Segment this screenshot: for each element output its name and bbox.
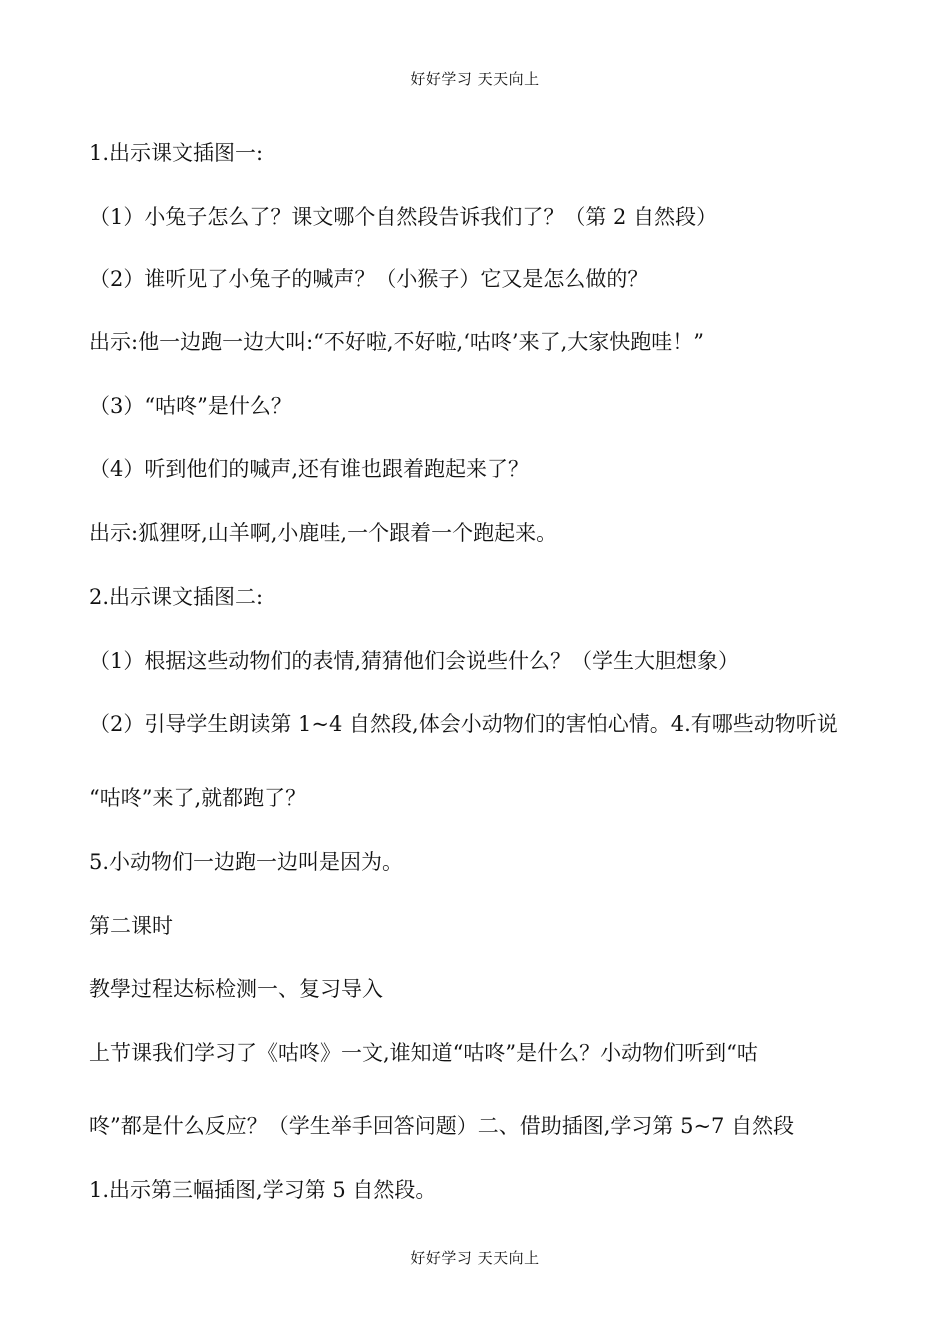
text-line: 教學过程达标检测一、复习导入 <box>89 977 383 1001</box>
text-line: 2.出示课文插图二: <box>89 585 264 609</box>
text-line: 上节课我们学习了《咕咚》一文,谁知道“咕咚”是什么？小动物们听到“咕 <box>89 1041 758 1065</box>
page-footer: 好好学习 天天向上 <box>410 1249 540 1267</box>
text-line: （2）谁听见了小兔子的喊声？（小猴子）它又是怎么做的？ <box>89 267 649 291</box>
text-line: 第二课时 <box>89 914 173 938</box>
text-line: （3）“咕咚”是什么？ <box>89 394 292 418</box>
text-line: （1）根据这些动物们的表情,猜猜他们会说些什么？（学生大胆想象） <box>89 649 740 673</box>
text-line: （2）引导学生朗读第 1~4 自然段,体会小动物们的害怕心情。4.有哪些动物听说 <box>89 712 838 736</box>
text-line: 出示:他一边跑一边大叫:“不好啦,不好啦,‘咕咚’来了,大家快跑哇！” <box>89 330 704 354</box>
text-line: 咚”都是什么反应？（学生举手回答问题）二、借助插图,学习第 5~7 自然段 <box>89 1114 795 1138</box>
page-header: 好好学习 天天向上 <box>410 70 540 88</box>
text-line: （1）小兔子怎么了？课文哪个自然段告诉我们了？（第 2 自然段） <box>89 205 718 229</box>
text-line: “咕咚”来了,就都跑了？ <box>89 786 307 810</box>
text-line: （4）听到他们的喊声,还有谁也跟着跑起来了？ <box>89 457 530 481</box>
text-line: 1.出示第三幅插图,学习第 5 自然段。 <box>89 1178 437 1202</box>
text-line: 出示:狐狸呀,山羊啊,小鹿哇,一个跟着一个跑起来。 <box>89 521 558 545</box>
text-line: 1.出示课文插图一: <box>89 141 264 165</box>
text-line: 5.小动物们一边跑一边叫是因为。 <box>89 850 404 874</box>
